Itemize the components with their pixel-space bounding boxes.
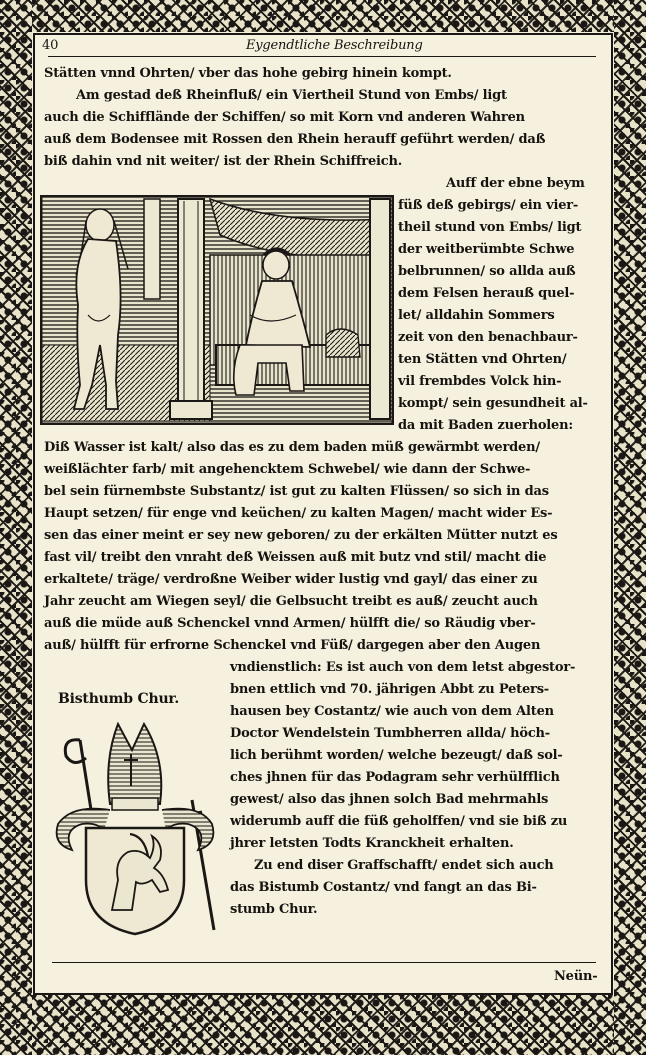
text-line: bnen ettlich vnd 70. jährigen Abbt zu Peters-: [230, 682, 550, 697]
ornamental-border-top: [0, 0, 646, 32]
text-line: auß dem Bodensee mit Rossen den Rhein herauff geführt werden/ daß: [44, 132, 546, 147]
text-line: auch die Schifflände der Schiffen/ so mit Korn vnd anderen Wahren: [44, 110, 525, 125]
ornamental-border-left: [0, 0, 32, 1055]
text-line: ten Stätten vnd Ohrten/: [398, 352, 567, 367]
text-line: sen das einer meint er sey new geboren/ zu der erkälten Mütter nutzt es: [44, 528, 558, 543]
running-header: Eygendtliche Beschreibung: [246, 38, 423, 53]
text-line: der weitberümbte Schwe: [398, 242, 575, 257]
bath-woodcut-illustration: [40, 195, 394, 425]
text-line: zeit von den benachbaur-: [398, 330, 578, 345]
text-line: gewest/ also das jhnen solch Bad mehrmahls: [230, 792, 549, 807]
catchword: Neün-: [554, 969, 598, 984]
coat-of-arms-woodcut: [52, 720, 218, 938]
text-line: let/ alldahin Sommers: [398, 308, 555, 323]
text-line: auß/ hülfft für erfrorne Schenckel vnd Füß/ dargegen aber den Augen: [44, 638, 541, 653]
text-line: dem Felsen herauß quel-: [398, 286, 575, 301]
text-line: biß dahin vnd nit weiter/ ist der Rhein Schiffreich.: [44, 154, 403, 169]
text-line: auß die müde auß Schenckel vnnd Armen/ hülfft die/ so Räudig vber-: [44, 616, 536, 631]
text-line: belbrunnen/ so allda auß: [398, 264, 576, 279]
text-line: jhrer letsten Todts Kranckheit erhalten.: [230, 836, 514, 851]
text-line: da mit Baden zuerholen:: [398, 418, 573, 433]
text-line: Jahr zeucht am Wiegen seyl/ die Gelbsucht treibt es auß/ zeucht auch: [44, 594, 538, 609]
page-number: 40: [42, 38, 59, 53]
footer-rule: [52, 962, 596, 963]
diocese-caption: Bisthumb Chur.: [58, 691, 179, 707]
text-line: bel sein fürnembste Substantz/ ist gut zu kalten Flüssen/ so sich in das: [44, 484, 549, 499]
text-line: vndienstlich: Es ist auch von dem letst abgestor-: [230, 660, 576, 675]
frame-line-left: [33, 33, 35, 995]
text-line: Auff der ebne beym: [446, 176, 585, 191]
text-line: fast vil/ treibt den vnraht deß Weissen auß mit butz vnd stil/ macht die: [44, 550, 547, 565]
text-line: weißlächter farb/ mit angehencktem Schwebel/ wie dann der Schwe-: [44, 462, 531, 477]
text-line: erkaltete/ träge/ verdroßne Weiber wider lustig vnd gayl/ das einer zu: [44, 572, 538, 587]
text-line: Am gestad deß Rheinfluß/ ein Viertheil Stund von Embs/ ligt: [76, 88, 507, 103]
text-line: Doctor Wendelstein Tumbherren allda/ höch-: [230, 726, 551, 741]
frame-line-right: [611, 33, 613, 995]
text-line: das Bistumb Costantz/ vnd fangt an das Bi-: [230, 880, 537, 895]
text-line: vil frembdes Volck hin-: [398, 374, 562, 389]
text-line: Stätten vnnd Ohrten/ vber das hohe gebirg hinein kompt.: [44, 66, 452, 81]
frame-line-bottom: [33, 993, 613, 995]
ornamental-border-right: [614, 0, 646, 1055]
header-rule: [48, 56, 596, 57]
text-line: lich berühmt worden/ welche bezeugt/ daß sol-: [230, 748, 563, 763]
text-line: widerumb auff die füß geholffen/ vnd sie biß zu: [230, 814, 568, 829]
text-line: theil stund von Embs/ ligt: [398, 220, 582, 235]
text-block: [36, 35, 610, 992]
text-line: Diß Wasser ist kalt/ also das es zu dem baden müß gewärmbt werden/: [44, 440, 540, 455]
text-line: füß deß gebirgs/ ein vier-: [398, 198, 579, 213]
text-line: kompt/ sein gesundheit al-: [398, 396, 588, 411]
ornamental-border-bottom: [0, 995, 646, 1055]
text-line: stumb Chur.: [230, 902, 318, 917]
text-line: Haupt setzen/ für enge vnd keüchen/ zu kalten Magen/ macht wider Es-: [44, 506, 553, 521]
text-line: Zu end diser Graffschafft/ endet sich auch: [254, 858, 554, 873]
text-line: ches jhnen für das Podagram sehr verhülfflich: [230, 770, 560, 785]
text-line: hausen bey Costantz/ wie auch von dem Alten: [230, 704, 554, 719]
